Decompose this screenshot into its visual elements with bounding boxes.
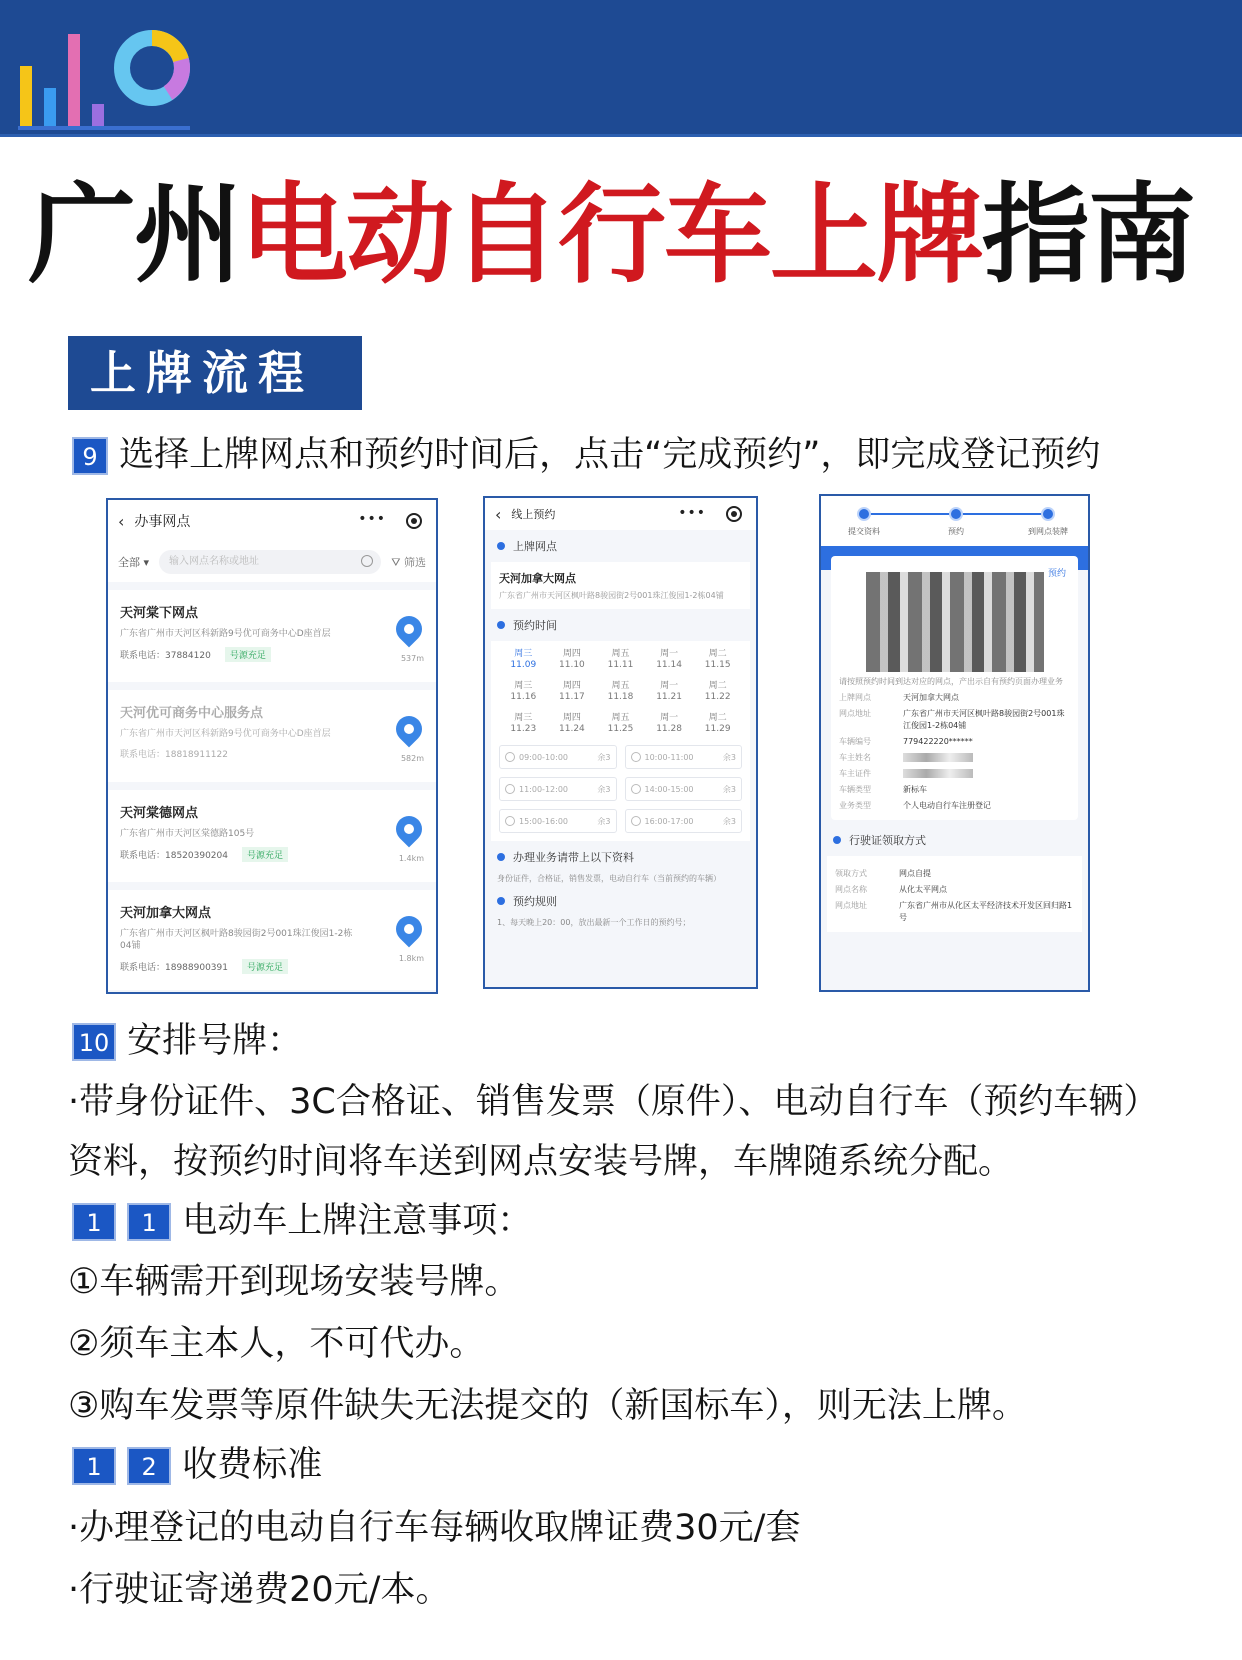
date: 11.18 bbox=[607, 692, 634, 702]
slot-grid bbox=[499, 745, 742, 833]
outlet-distance: 582m bbox=[400, 754, 424, 763]
outlet-phone: 联系电话：18818911122 bbox=[120, 750, 228, 760]
field-label: 车主证件 bbox=[839, 769, 871, 778]
section-license bbox=[821, 824, 1088, 856]
slot-remaining: 余3 bbox=[597, 752, 611, 762]
step-9 bbox=[72, 430, 1100, 480]
step-label: 到网点装牌 bbox=[1028, 527, 1068, 536]
date: 11.11 bbox=[607, 660, 634, 670]
date: 11.14 bbox=[656, 660, 682, 670]
weekday: 周三 bbox=[514, 713, 533, 723]
step-dot bbox=[1041, 507, 1055, 521]
field-value: 从化太平网点 bbox=[899, 885, 947, 894]
step-9-text: 选择上牌网点和预约时间后，点击“完成预约”，即完成登记预约 bbox=[119, 435, 1101, 475]
step-number-badge: 9 bbox=[72, 437, 108, 475]
field-label: 领取方式 bbox=[835, 869, 867, 878]
date-cell[interactable] bbox=[596, 681, 645, 703]
date-cell[interactable] bbox=[645, 681, 694, 703]
date-cell[interactable] bbox=[645, 713, 694, 735]
bullet-icon bbox=[497, 542, 505, 550]
weekday: 周一 bbox=[660, 681, 679, 691]
step-dot bbox=[949, 507, 963, 521]
field-label: 网点名称 bbox=[835, 885, 867, 894]
availability-badge: 号源充足 bbox=[225, 647, 271, 662]
outlet-phone bbox=[120, 647, 424, 662]
weekday: 周二 bbox=[708, 681, 727, 691]
more-icon[interactable]: ••• bbox=[678, 505, 706, 521]
field-row bbox=[839, 736, 1070, 748]
selected-outlet[interactable] bbox=[491, 562, 750, 609]
step-number-digit: 1 bbox=[127, 1203, 171, 1241]
docs-text: 身份证件，合格证，销售发票，电动自行车（当前预约的车辆） bbox=[497, 874, 721, 883]
radio-icon bbox=[505, 752, 515, 762]
weekday: 周二 bbox=[708, 713, 727, 723]
note-item: ①车辆需开到现场安装号牌。 bbox=[68, 1262, 520, 1302]
field-row bbox=[839, 752, 1070, 764]
date: 11.22 bbox=[704, 692, 731, 702]
field-value: 个人电动自行车注册登记 bbox=[903, 801, 991, 810]
field-label: 业务类型 bbox=[839, 801, 871, 810]
page-title bbox=[28, 173, 1195, 298]
outlet-phone bbox=[120, 847, 424, 862]
availability-badge: 号源充足 bbox=[242, 847, 288, 862]
step-10-text: ·带身份证件、3C合格证、销售发票（原件）、电动自行车（预约车辆）资料，按预约时间将车送到网点安装号牌，车牌随系统分配。 bbox=[68, 1082, 1159, 1182]
outlet-phone-text: 联系电话：18520390204 bbox=[120, 851, 228, 861]
section-outlet bbox=[485, 530, 756, 562]
time-slot[interactable] bbox=[625, 745, 743, 769]
step-label: 预约 bbox=[948, 527, 964, 536]
radio-icon bbox=[631, 784, 641, 794]
filter-label: 筛选 bbox=[404, 556, 426, 569]
date: 11.29 bbox=[704, 724, 731, 734]
date: 11.10 bbox=[559, 660, 585, 670]
outlet-address: 广东省广州市天河区枫叶路8骏园街2号001珠江俊园1-2栋04铺 bbox=[499, 591, 724, 600]
field-label: 车主姓名 bbox=[839, 753, 871, 762]
time-slot[interactable] bbox=[499, 745, 617, 769]
filter-button[interactable]: ⛛ 筛选 bbox=[391, 556, 426, 569]
step-11 bbox=[72, 1196, 532, 1246]
step-10 bbox=[72, 1016, 302, 1066]
weekday: 周四 bbox=[562, 713, 581, 723]
outlet-distance: 1.8km bbox=[398, 954, 424, 963]
section-label: 上牌网点 bbox=[513, 540, 557, 553]
section-rules bbox=[485, 885, 756, 917]
outlet-card[interactable] bbox=[108, 890, 436, 990]
booking-card bbox=[831, 556, 1078, 820]
date: 11.28 bbox=[656, 724, 682, 734]
date-cell[interactable] bbox=[548, 649, 597, 671]
section-label: 预约规则 bbox=[513, 895, 557, 908]
radio-icon bbox=[631, 752, 641, 762]
miniapp-header bbox=[108, 500, 436, 542]
outlet-name: 天河优可商务中心服务点 bbox=[120, 706, 264, 721]
date-cell[interactable] bbox=[596, 713, 645, 735]
radio-icon bbox=[631, 816, 641, 826]
outlet-address: 广东省广州市天河区枫叶路8骏园街2号001珠江俊园1-2栋04铺 bbox=[120, 929, 353, 951]
outlet-name: 天河棠下网点 bbox=[120, 606, 199, 621]
field-value bbox=[903, 768, 1070, 780]
date-cell[interactable] bbox=[499, 713, 548, 735]
date: 11.09 bbox=[510, 660, 537, 670]
field-value: 网点自提 bbox=[899, 869, 931, 878]
back-icon[interactable]: ‹ bbox=[118, 511, 125, 531]
outlet-name: 天河加拿大网点 bbox=[120, 906, 212, 921]
date-cell[interactable] bbox=[548, 713, 597, 735]
field-row bbox=[839, 768, 1070, 780]
redacted-value bbox=[903, 769, 973, 778]
section-docs bbox=[485, 841, 756, 873]
date: 11.15 bbox=[704, 660, 731, 670]
chart-logo-icon bbox=[18, 30, 208, 134]
bullet-icon bbox=[833, 836, 841, 844]
slot-left bbox=[505, 784, 568, 794]
weekday: 周二 bbox=[708, 649, 727, 659]
section-label: 行驶证领取方式 bbox=[849, 834, 926, 847]
date-cell[interactable] bbox=[693, 681, 742, 703]
outlet-address: 广东省广州市天河区科新路9号优可商务中心D座首层 bbox=[120, 729, 331, 739]
weekday: 周五 bbox=[611, 681, 630, 691]
weekday: 周五 bbox=[611, 713, 630, 723]
title-part-topic: 电动自行车上牌 bbox=[240, 173, 983, 298]
outlet-name: 天河加拿大网点 bbox=[499, 572, 576, 585]
outlet-phone bbox=[120, 959, 424, 974]
time-picker bbox=[491, 641, 750, 841]
date-cell[interactable] bbox=[596, 649, 645, 671]
slot-remaining: 余3 bbox=[722, 752, 736, 762]
license-fields bbox=[827, 856, 1082, 932]
date: 11.24 bbox=[559, 724, 585, 734]
step-dot bbox=[857, 507, 871, 521]
field-row bbox=[835, 900, 1074, 924]
slot-remaining: 余3 bbox=[722, 816, 736, 826]
field-row bbox=[839, 692, 1070, 704]
notice-text: 请按照预约时间到达对应的网点，产出示自有预约页面办理业务 bbox=[839, 677, 1063, 686]
weekday: 周一 bbox=[660, 649, 679, 659]
bullet-icon bbox=[497, 897, 505, 905]
close-miniapp-icon[interactable] bbox=[726, 506, 742, 522]
note-item: ③购车发票等原件缺失无法提交的（新国标车），则无法上牌。 bbox=[68, 1386, 1027, 1426]
section-label: 办理业务请带上以下资料 bbox=[513, 851, 634, 864]
screenshot-online-booking bbox=[483, 496, 758, 989]
field-label: 网点地址 bbox=[839, 709, 871, 718]
section-tag: 上牌流程 bbox=[68, 336, 362, 410]
screenshot-booking-result bbox=[819, 494, 1090, 992]
fee-item: ·办理登记的电动自行车每辆收取牌证费30元/套 bbox=[68, 1508, 801, 1548]
date: 11.25 bbox=[607, 724, 634, 734]
slot-time: 11:00-12:00 bbox=[519, 784, 568, 794]
bullet-icon bbox=[497, 853, 505, 861]
title-part-city: 广州 bbox=[28, 173, 241, 298]
time-slot[interactable] bbox=[625, 777, 743, 801]
title-part-guide: 指南 bbox=[982, 173, 1195, 298]
status-label: 预约 bbox=[1047, 569, 1066, 579]
outlet-address: 广东省广州市天河区棠德路105号 bbox=[120, 829, 255, 839]
slot-time: 10:00-11:00 bbox=[644, 752, 694, 762]
note-item: ②须车主本人，不可代办。 bbox=[68, 1324, 485, 1364]
screenshot-outlet-list bbox=[106, 498, 438, 994]
slot-remaining: 余3 bbox=[597, 816, 611, 826]
slot-left bbox=[631, 816, 694, 826]
field-value: 天河加拿大网点 bbox=[903, 693, 959, 702]
slot-time: 14:00-15:00 bbox=[644, 784, 694, 794]
date-grid bbox=[499, 649, 742, 735]
date-cell[interactable] bbox=[645, 649, 694, 671]
slot-time: 16:00-17:00 bbox=[644, 816, 694, 826]
close-miniapp-icon[interactable] bbox=[406, 513, 422, 529]
field-value bbox=[903, 752, 1070, 764]
weekday: 周四 bbox=[562, 649, 581, 659]
search-placeholder: 输入网点名称或地址 bbox=[169, 556, 260, 567]
date-cell[interactable] bbox=[693, 649, 742, 671]
field-value: 新标车 bbox=[903, 785, 927, 794]
field-row bbox=[835, 868, 1074, 880]
date-cell[interactable] bbox=[693, 713, 742, 735]
weekday: 周五 bbox=[611, 649, 630, 659]
outlet-card[interactable] bbox=[108, 590, 436, 682]
slot-time: 15:00-16:00 bbox=[519, 816, 568, 826]
rules-text: 1、每天晚上20：00，放出最新一个工作日的预约号； bbox=[497, 918, 691, 927]
field-row bbox=[835, 884, 1074, 896]
date: 11.21 bbox=[656, 692, 682, 702]
outlet-card[interactable] bbox=[108, 690, 436, 782]
progress-steps bbox=[821, 496, 1088, 546]
header-title: 办事网点 bbox=[134, 514, 191, 530]
weekday: 周三 bbox=[514, 649, 533, 659]
booking-fields bbox=[839, 692, 1070, 812]
step-label: 提交资料 bbox=[848, 527, 880, 536]
outlet-distance: 1.4km bbox=[398, 854, 424, 863]
header-band-line bbox=[0, 134, 1242, 137]
slot-left bbox=[631, 784, 694, 794]
search-input[interactable] bbox=[159, 550, 381, 574]
slot-time: 09:00-10:00 bbox=[519, 752, 568, 762]
header-title: 线上预约 bbox=[511, 508, 556, 521]
outlet-name: 天河棠德网点 bbox=[120, 806, 199, 821]
fee-item: ·行驶证寄递费20元/本。 bbox=[68, 1570, 451, 1610]
date-cell[interactable] bbox=[548, 681, 597, 703]
field-row bbox=[839, 708, 1070, 732]
slot-left bbox=[505, 816, 568, 826]
field-label: 上牌网点 bbox=[839, 693, 871, 702]
date: 11.16 bbox=[510, 692, 537, 702]
slot-remaining: 余3 bbox=[597, 784, 611, 794]
field-value: 广东省广州市从化区太平经济技术开发区回归路1号 bbox=[899, 901, 1073, 922]
slot-left bbox=[505, 752, 568, 762]
step-number-badge: 10 bbox=[72, 1023, 116, 1061]
slot-remaining: 余3 bbox=[722, 784, 736, 794]
weekday: 周一 bbox=[660, 713, 679, 723]
qr-section bbox=[839, 564, 1070, 672]
time-slot[interactable] bbox=[625, 809, 743, 833]
search-row bbox=[108, 542, 436, 582]
redacted-value bbox=[903, 753, 973, 762]
date-cell[interactable] bbox=[499, 649, 548, 671]
date: 11.23 bbox=[510, 724, 537, 734]
section-label: 预约时间 bbox=[513, 619, 557, 632]
outlet-card[interactable] bbox=[108, 790, 436, 882]
section-time bbox=[485, 609, 756, 641]
field-row bbox=[839, 784, 1070, 796]
miniapp-header bbox=[485, 498, 756, 530]
step-number-digit: 1 bbox=[72, 1203, 116, 1241]
outlet-phone-text: 联系电话：37884120 bbox=[120, 651, 211, 661]
date: 11.17 bbox=[559, 692, 585, 702]
step-11-heading: 电动车上牌注意事项： bbox=[182, 1201, 533, 1241]
step-number-digit: 1 bbox=[72, 1447, 116, 1485]
bullet-icon bbox=[497, 621, 505, 629]
more-icon[interactable]: ••• bbox=[358, 511, 386, 527]
field-value: 779422220****** bbox=[903, 737, 973, 746]
qr-code-blurred bbox=[866, 572, 1044, 672]
step-number-digit: 2 bbox=[127, 1447, 171, 1485]
step-12 bbox=[72, 1440, 322, 1490]
filter-all-dropdown[interactable]: 全部 ▾ bbox=[118, 556, 150, 569]
field-value: 广东省广州市天河区枫叶路8骏园街2号001珠江俊园1-2栋04铺 bbox=[903, 709, 1065, 730]
field-label: 车辆编号 bbox=[839, 737, 871, 746]
radio-icon bbox=[505, 816, 515, 826]
date-cell[interactable] bbox=[499, 681, 548, 703]
outlet-address: 广东省广州市天河区科新路9号优可商务中心D座首层 bbox=[120, 629, 331, 639]
field-label: 车辆类型 bbox=[839, 785, 871, 794]
search-icon bbox=[361, 555, 373, 567]
weekday: 周四 bbox=[562, 681, 581, 691]
step-12-heading: 收费标准 bbox=[182, 1445, 323, 1485]
slot-left bbox=[631, 752, 694, 762]
back-icon[interactable]: ‹ bbox=[495, 504, 502, 524]
weekday: 周三 bbox=[514, 681, 533, 691]
step-10-heading: 安排号牌： bbox=[127, 1021, 303, 1061]
outlet-distance: 537m bbox=[400, 654, 424, 663]
outlet-phone-text: 联系电话：18988900391 bbox=[120, 963, 228, 973]
field-label: 网点地址 bbox=[835, 901, 867, 910]
field-row bbox=[839, 800, 1070, 812]
time-slot[interactable] bbox=[499, 777, 617, 801]
availability-badge: 号源充足 bbox=[242, 959, 288, 974]
time-slot[interactable] bbox=[499, 809, 617, 833]
radio-icon bbox=[505, 784, 515, 794]
